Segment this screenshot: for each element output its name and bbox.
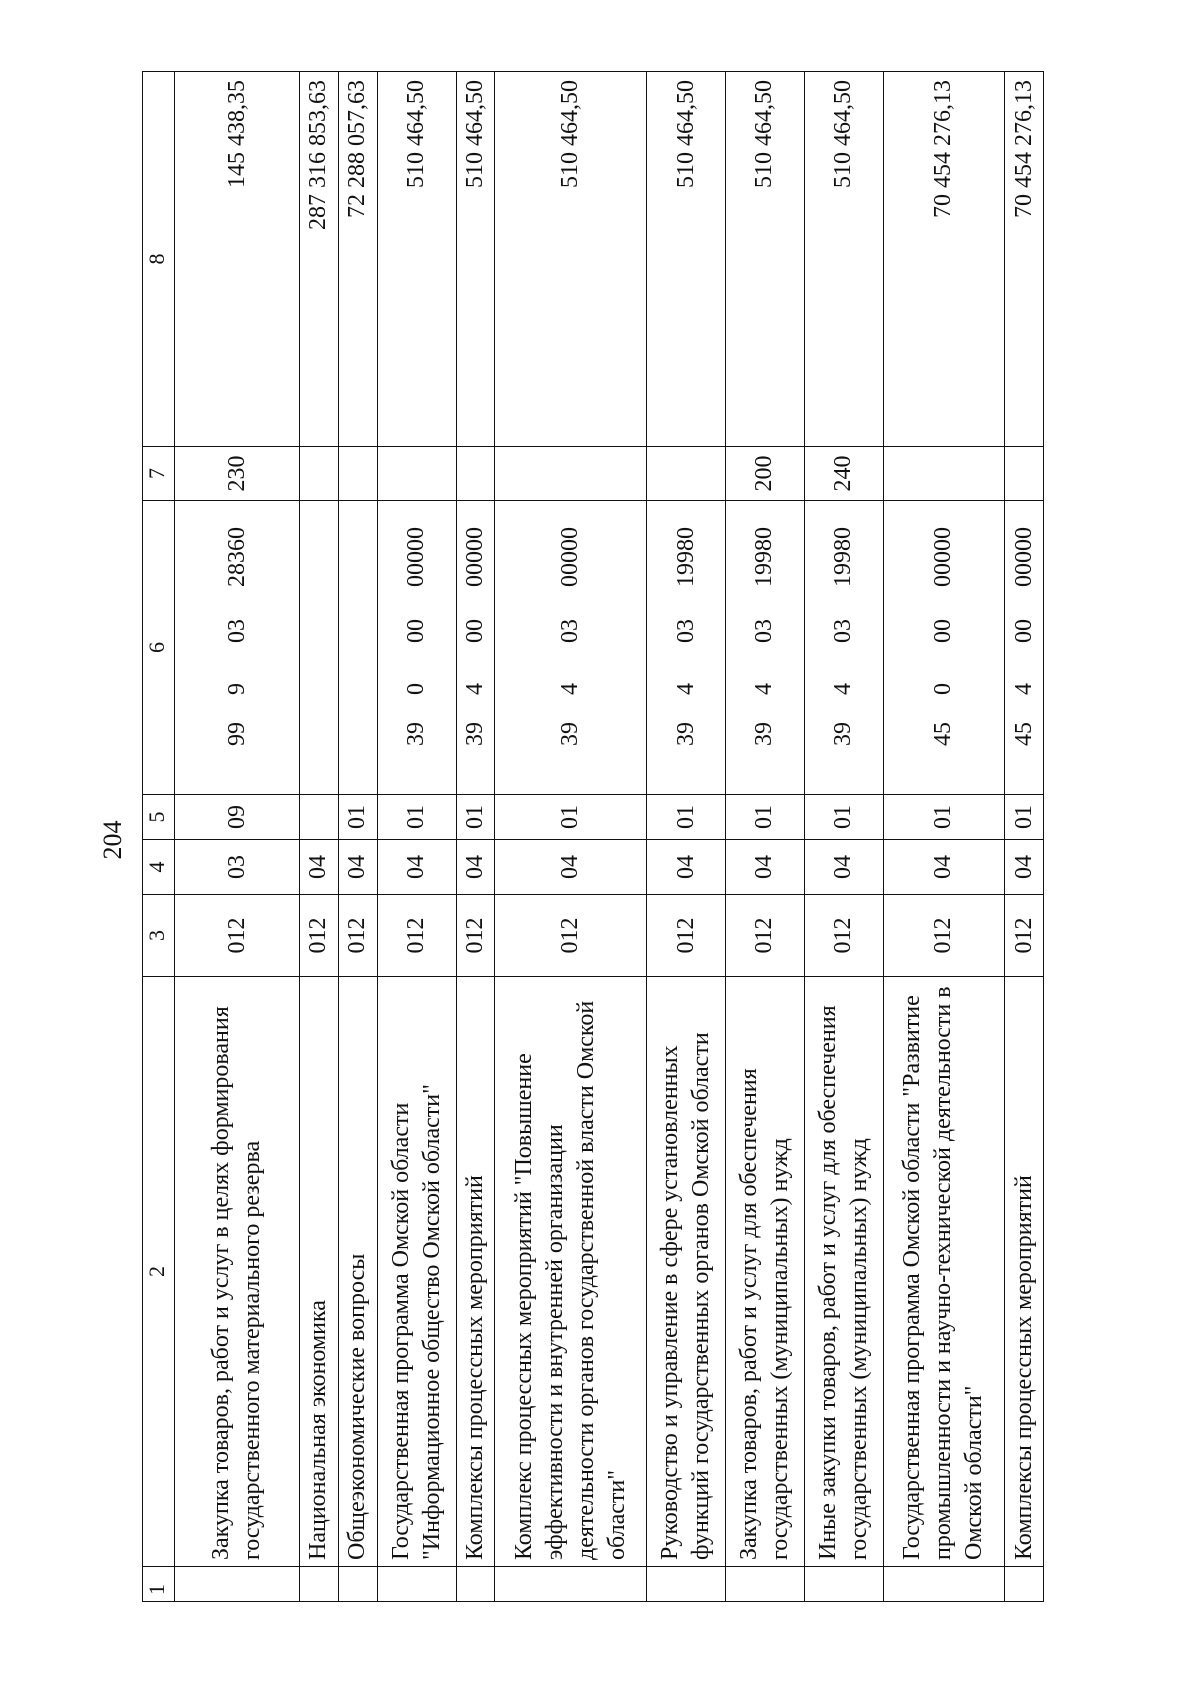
- col5-cell: 01: [495, 795, 647, 840]
- col6-cell: [883, 501, 1004, 795]
- code-part: 00000: [403, 527, 430, 587]
- col4-cell: 04: [456, 840, 495, 895]
- table-row: [175, 72, 300, 1602]
- code-part: 00: [1010, 619, 1037, 643]
- col5-cell: [300, 795, 339, 840]
- col8-cell: 145 438,35: [175, 72, 300, 447]
- table-row: [495, 72, 647, 1602]
- col4-cell: 04: [883, 840, 1004, 895]
- col6-cell: [1005, 501, 1044, 795]
- col8-cell: 510 464,50: [804, 72, 883, 447]
- code-part: 00000: [930, 527, 957, 587]
- target-article-code: [749, 501, 780, 794]
- code-part: [222, 750, 253, 794]
- col4-cell: 04: [647, 840, 726, 895]
- name-cell: Закупка товаров, работ и услуг для обеспечения государственных (муниципальных) нужд: [725, 977, 804, 1567]
- target-article-code: [828, 501, 859, 794]
- code-part: 4: [1010, 683, 1037, 695]
- col8-cell: 510 464,50: [495, 72, 647, 447]
- code-part: 19980: [751, 527, 778, 587]
- col6-cell: [456, 501, 495, 795]
- col5-cell: 01: [377, 795, 456, 840]
- code-part: [1009, 750, 1040, 794]
- col8-cell: 70 454 276,13: [1005, 72, 1044, 447]
- col5-cell: 01: [1005, 795, 1044, 840]
- code-part: 9: [223, 683, 250, 695]
- col7-cell: [647, 447, 726, 501]
- col5-cell: 01: [804, 795, 883, 840]
- code-part: 45: [930, 722, 957, 746]
- target-article-code: [460, 501, 491, 794]
- code-part: [460, 750, 491, 794]
- table-row: [725, 72, 804, 1602]
- target-article-code: [222, 501, 253, 794]
- header-cell: 5: [143, 795, 175, 840]
- table-row: [647, 72, 726, 1602]
- table-row: [1005, 72, 1044, 1602]
- name-cell: Иные закупки товаров, работ и услуг для обеспечения государственных (муниципальных) нужд: [804, 977, 883, 1567]
- code-part: 4: [557, 683, 584, 695]
- col3-cell: 012: [647, 895, 726, 977]
- col7-cell: 230: [175, 447, 300, 501]
- col8-cell: 510 464,50: [377, 72, 456, 447]
- code-part: 00: [461, 619, 488, 643]
- col6-cell: [804, 501, 883, 795]
- col3-cell: 012: [300, 895, 339, 977]
- code-part: 03: [557, 619, 584, 643]
- col7-cell: [1005, 447, 1044, 501]
- code-part: 03: [672, 619, 699, 643]
- code-part: 39: [461, 722, 488, 746]
- code-part: 19980: [830, 527, 857, 587]
- col8-cell: 510 464,50: [647, 72, 726, 447]
- col8-cell: 70 454 276,13: [883, 72, 1004, 447]
- col7-cell: [300, 447, 339, 501]
- name-cell: Руководство и управление в сфере установленных функций государственных органов Омской области: [647, 977, 726, 1567]
- col5-cell: 01: [338, 795, 377, 840]
- col7-cell: 240: [804, 447, 883, 501]
- header-cell: 4: [143, 840, 175, 895]
- code-part: 39: [830, 722, 857, 746]
- code-part: [928, 750, 959, 794]
- budget-table: [142, 71, 1044, 1602]
- code-part: 45: [1010, 722, 1037, 746]
- code-part: [555, 750, 586, 794]
- col5-cell: 09: [175, 795, 300, 840]
- code-part: 03: [751, 619, 778, 643]
- rotated-table-container: [142, 72, 1044, 1602]
- col8-cell: 287 316 853,63: [300, 72, 339, 447]
- target-article-code: [671, 501, 702, 794]
- col5-cell: 01: [883, 795, 1004, 840]
- code-part: 00: [930, 619, 957, 643]
- col4-cell: 04: [377, 840, 456, 895]
- col3-cell: 012: [338, 895, 377, 977]
- col6-cell: [175, 501, 300, 795]
- code-part: 39: [557, 722, 584, 746]
- col1-cell: [804, 1567, 883, 1602]
- col3-cell: 012: [725, 895, 804, 977]
- code-part: 03: [223, 619, 250, 643]
- col6-cell: [338, 501, 377, 795]
- code-part: 28360: [223, 527, 250, 587]
- col1-cell: [300, 1567, 339, 1602]
- col3-cell: 012: [175, 895, 300, 977]
- col1-cell: [647, 1567, 726, 1602]
- col8-cell: 72 288 057,63: [338, 72, 377, 447]
- table-row: [883, 72, 1004, 1602]
- name-cell: Государственная программа Омской области "Информационное общество Омской области": [377, 977, 456, 1567]
- col4-cell: 04: [338, 840, 377, 895]
- col3-cell: 012: [883, 895, 1004, 977]
- name-cell: Комплексы процессных мероприятий: [456, 977, 495, 1567]
- col4-cell: 03: [175, 840, 300, 895]
- code-part: [671, 750, 702, 794]
- code-part: 03: [830, 619, 857, 643]
- col3-cell: 012: [377, 895, 456, 977]
- code-part: [749, 750, 780, 794]
- header-cell: 1: [143, 1567, 175, 1602]
- col3-cell: 012: [456, 895, 495, 977]
- code-part: 19980: [672, 527, 699, 587]
- col3-cell: 012: [804, 895, 883, 977]
- code-part: 00000: [1010, 527, 1037, 587]
- name-cell: Закупка товаров, работ и услуг в целях формирования государственного материального резерва: [175, 977, 300, 1567]
- table-row: [804, 72, 883, 1602]
- col6-cell: [377, 501, 456, 795]
- page-number: 204: [98, 820, 127, 860]
- code-part: 0: [403, 683, 430, 695]
- col1-cell: [377, 1567, 456, 1602]
- code-part: [401, 750, 432, 794]
- header-cell: 7: [143, 447, 175, 501]
- col7-cell: [338, 447, 377, 501]
- target-article-code: [401, 501, 432, 794]
- code-part: 99: [223, 722, 250, 746]
- table-row: [377, 72, 456, 1602]
- name-cell: Комплексы процессных мероприятий: [1005, 977, 1044, 1567]
- code-part: 00000: [557, 527, 584, 587]
- code-part: 00000: [461, 527, 488, 587]
- col5-cell: 01: [647, 795, 726, 840]
- col5-cell: 01: [725, 795, 804, 840]
- name-cell: Комплекс процессных мероприятий "Повышение эффективности и внутренней организации деятельности органов государственной власти Омской области": [495, 977, 647, 1567]
- col1-cell: [725, 1567, 804, 1602]
- table-row: [300, 72, 339, 1602]
- col7-cell: [377, 447, 456, 501]
- col7-cell: [456, 447, 495, 501]
- col3-cell: 012: [1005, 895, 1044, 977]
- code-part: [828, 750, 859, 794]
- table-row: [338, 72, 377, 1602]
- target-article-code: [1009, 501, 1040, 794]
- col1-cell: [883, 1567, 1004, 1602]
- col7-cell: [495, 447, 647, 501]
- col4-cell: 04: [300, 840, 339, 895]
- code-part: 4: [672, 683, 699, 695]
- header-cell: 2: [143, 977, 175, 1567]
- col6-cell: [725, 501, 804, 795]
- header-row: [143, 72, 175, 1602]
- col4-cell: 04: [804, 840, 883, 895]
- code-part: 4: [461, 683, 488, 695]
- header-cell: 6: [143, 501, 175, 795]
- col5-cell: 01: [456, 795, 495, 840]
- col8-cell: 510 464,50: [725, 72, 804, 447]
- col8-cell: 510 464,50: [456, 72, 495, 447]
- col6-cell: [647, 501, 726, 795]
- col1-cell: [1005, 1567, 1044, 1602]
- col1-cell: [495, 1567, 647, 1602]
- code-part: 39: [751, 722, 778, 746]
- col3-cell: 012: [495, 895, 647, 977]
- col4-cell: 04: [725, 840, 804, 895]
- target-article-code: [555, 501, 586, 794]
- target-article-code: [928, 501, 959, 794]
- col7-cell: [883, 447, 1004, 501]
- col1-cell: [175, 1567, 300, 1602]
- col1-cell: [338, 1567, 377, 1602]
- col6-cell: [495, 501, 647, 795]
- header-cell: 3: [143, 895, 175, 977]
- table-row: [456, 72, 495, 1602]
- name-cell: Национальная экономика: [300, 977, 339, 1567]
- col7-cell: 200: [725, 447, 804, 501]
- code-part: 0: [930, 683, 957, 695]
- code-part: 39: [403, 722, 430, 746]
- code-part: 39: [672, 722, 699, 746]
- name-cell: Общеэкономические вопросы: [338, 977, 377, 1567]
- code-part: 4: [751, 683, 778, 695]
- code-part: 00: [403, 619, 430, 643]
- col4-cell: 04: [1005, 840, 1044, 895]
- header-cell: 8: [143, 72, 175, 447]
- col1-cell: [456, 1567, 495, 1602]
- col6-cell: [300, 501, 339, 795]
- name-cell: Государственная программа Омской области "Развитие промышленности и научно-технической деятельности в Омской области": [883, 977, 1004, 1567]
- code-part: 4: [830, 683, 857, 695]
- col4-cell: 04: [495, 840, 647, 895]
